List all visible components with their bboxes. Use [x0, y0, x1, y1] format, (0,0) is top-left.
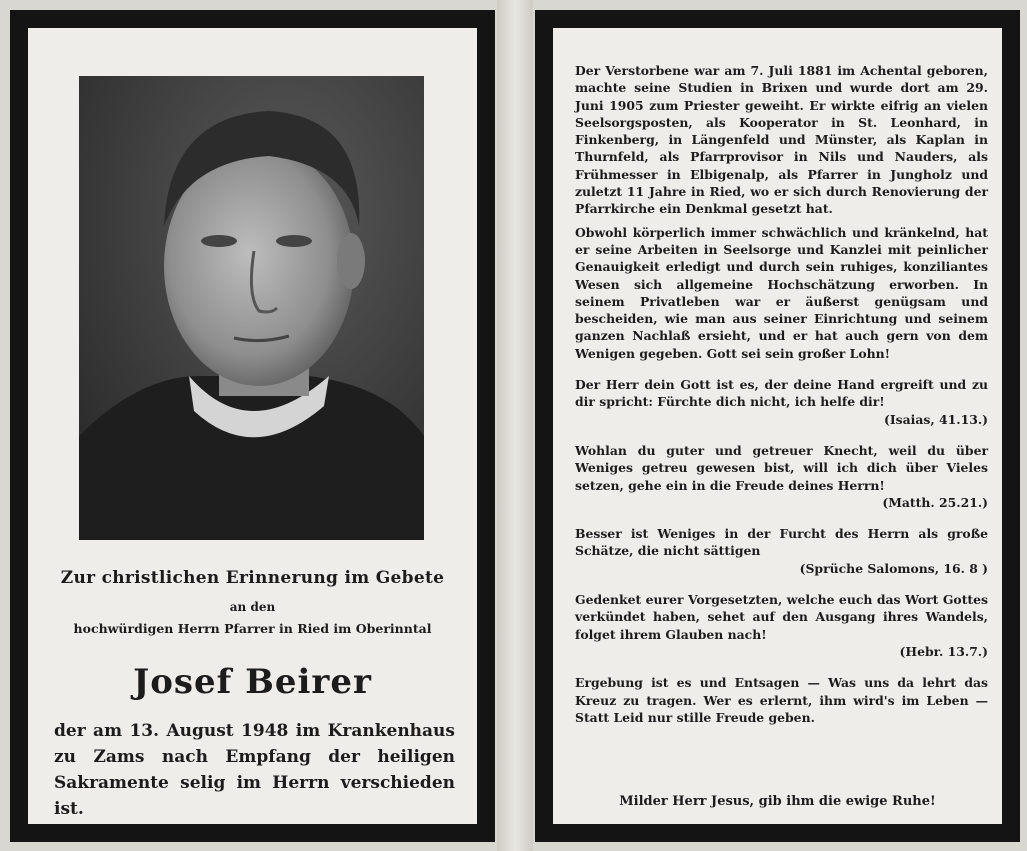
scripture-reference: (Hebr. 13.7.): [899, 643, 988, 659]
obituary-text: [575, 62, 988, 726]
memorial-preposition: an den: [229, 600, 276, 614]
memorial-heading: Zur christlichen Erinnerung im Gebete: [60, 568, 445, 588]
scripture-quote: Der Herr dein Gott ist es, der deine Hand ergreift und zu dir spricht: Fürchte dich nicht, ich helfe dir!: [575, 377, 988, 410]
deceased-name: Josef Beirer: [133, 662, 372, 702]
scripture-quote: Gedenket eurer Vorgesetzten, welche euch das Wort Gottes verkündet haben, sehet auf den Ausgang ihres Wandels, folget ihrem Glauben nach!: [575, 592, 988, 642]
right-card-border: [535, 10, 1020, 842]
priest-portrait-image: [79, 76, 424, 540]
memorial-rank-title: hochwürdigen Herrn Pfarrer in Ried im Oberinntal: [73, 621, 432, 636]
scripture-quote: Wohlan du guter und getreuer Knecht, weil du über Weniges getreu gewesen bist, will ich dich über Vieles setzen, gehe ein in die Freude deines Herrn!: [575, 442, 988, 493]
scripture-quote: Besser ist Weniges in der Furcht des Herrn als große Schätze, die nicht sättigen: [575, 526, 988, 559]
biography-paragraph: Der Verstorbene war am 7. Juli 1881 im Achental geboren, machte seine Studien in Brixen und wurde dort am 29. Juni 1905 zum Priester geweiht. Er wirkte eifrig an vielen Seelsorgsposten, als Kooperator in St. Leonhard, in Finkenberg, in Längenfeld und Münster, als Kaplan in Thurnfeld, als Pfarrprovisor in Nils und Nauders, als Frühmesser in Elbigenalp, als Pfarrer in Jungholz und zuletzt 11 Jahre in Ried, wo er sich durch Renovierung der Pfarrkirche ein Denkmal gesetzt hat.: [575, 63, 988, 217]
closing-verse: Ergebung ist es und Entsagen — Was uns da lehrt das Kreuz zu tragen. Wer es erlernt, ihm wird's im Leben — Statt Leid nur stille Freude geben.: [575, 675, 988, 725]
scripture-reference: (Isaias, 41.13.): [884, 411, 988, 427]
scripture-reference: (Matth. 25.21.): [882, 494, 988, 510]
portrait-photo: [79, 76, 424, 540]
biography-paragraph: Obwohl körperlich immer schwächlich und kränkelnd, hat er seine Arbeiten in Seelsorge und Kanzlei mit peinlicher Genauigkeit erledigt und durch sein ruhiges, konziliantes Wesen sich allgemeine Hochschätzung erworben. In seinem Privatleben war er äußerst genügsam und bescheiden, wie man aus seiner Einrichtung und seinem ganzen Nachlaß ersieht, und er hat auch gern von dem Wenigen gegeben. Gott sei sein großer Lohn!: [575, 224, 988, 361]
closing-blessing: Milder Herr Jesus, gib ihm die ewige Ruhe!: [619, 794, 936, 809]
scripture-reference: (Sprüche Salomons, 16. 8 ): [799, 560, 988, 576]
left-card-border: [10, 10, 495, 842]
death-notice: der am 13. August 1948 im Krankenhaus zu Zams nach Empfang der heiligen Sakramente selig im Herrn verschieden ist.: [54, 721, 455, 819]
left-card: [28, 28, 477, 824]
card-fold-crease: [497, 0, 533, 851]
right-card: [553, 28, 1002, 824]
